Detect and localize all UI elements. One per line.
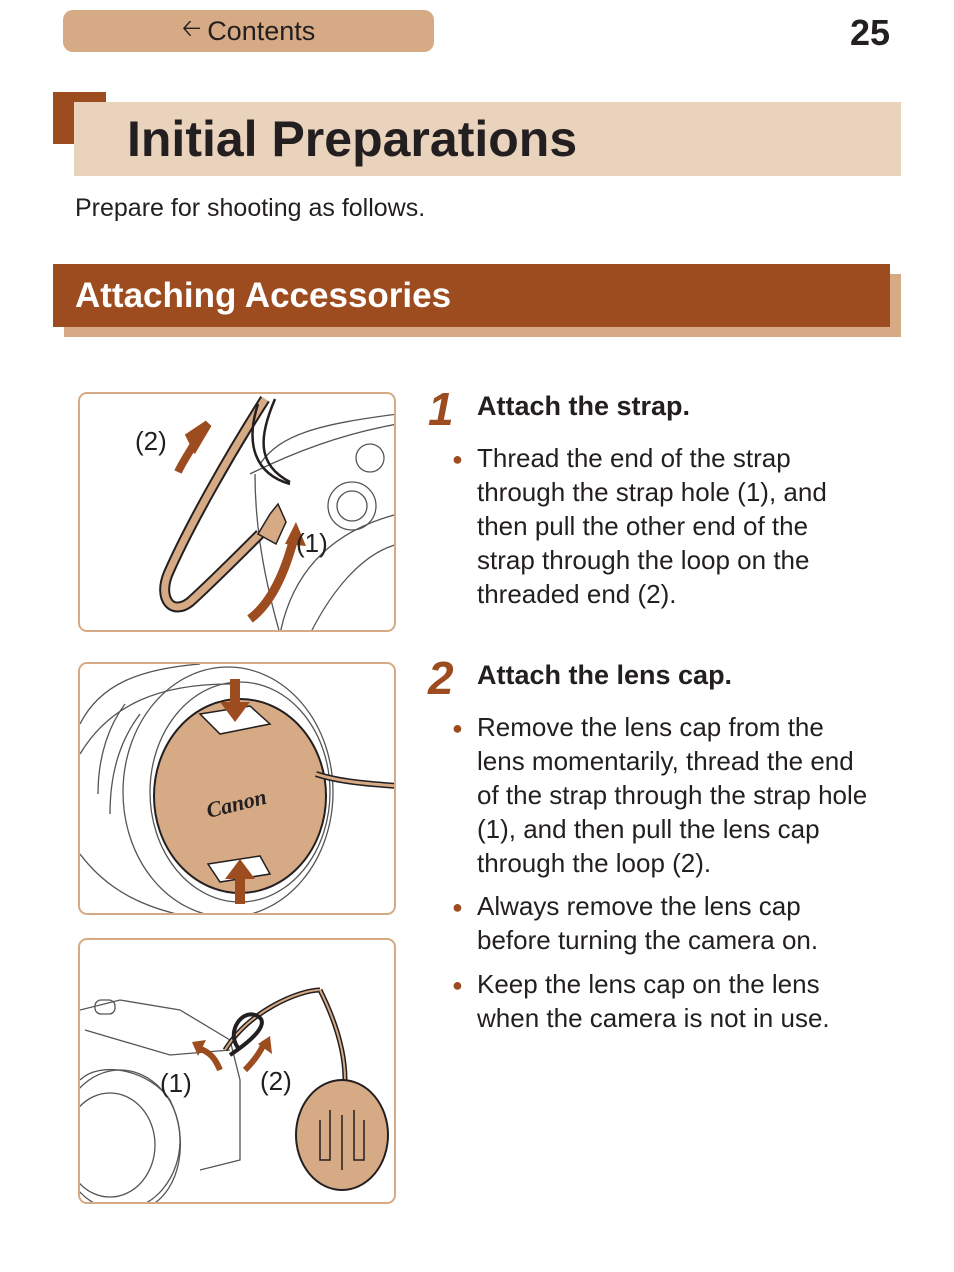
back-arrow-icon: 🡠 (181, 14, 202, 42)
step-2-bullet-3: Keep the lens cap on the lens when the camera is not in use. (477, 969, 830, 1033)
strap-illustration (78, 392, 396, 632)
step-1-number: 1 (428, 383, 454, 435)
section-heading: Attaching Accessories (75, 276, 452, 315)
intro-text: Prepare for shooting as follows. (75, 194, 426, 222)
lens-cap-illustration (78, 662, 396, 915)
contents-button[interactable] (63, 10, 434, 52)
strap-label-2: (2) (135, 426, 167, 456)
bullet-icon: ● (452, 718, 463, 738)
step-2-title: Attach the lens cap. (477, 660, 733, 690)
step-1-title: Attach the strap. (477, 391, 691, 421)
page-number: 25 (849, 12, 890, 53)
step-2-bullet-1: Remove the lens cap from the lens momentarily, thread the end of the strap through the strap hole (1), and then pull the lens cap through the loop (2). (477, 712, 868, 878)
step-2-number: 2 (428, 652, 454, 704)
canon-logo: Canon (203, 783, 270, 823)
strap-label-1: (1) (296, 528, 328, 558)
cap-strap-label-1: (1) (160, 1068, 192, 1098)
cap-strap-illustration (78, 938, 396, 1204)
bullet-icon: ● (452, 975, 463, 995)
bullet-icon: ● (452, 897, 463, 917)
contents-label: Contents (207, 15, 316, 46)
page-title: Initial Preparations (127, 111, 578, 167)
bullet-icon: ● (452, 449, 463, 469)
step-1-bullet-1: Thread the end of the strap through the strap hole (1), and then pull the other end of the strap through the loop on the threaded end (2). (477, 443, 827, 609)
step-2-bullet-2: Always remove the lens cap before turning the camera on. (477, 891, 819, 955)
cap-strap-label-2: (2) (260, 1066, 292, 1096)
